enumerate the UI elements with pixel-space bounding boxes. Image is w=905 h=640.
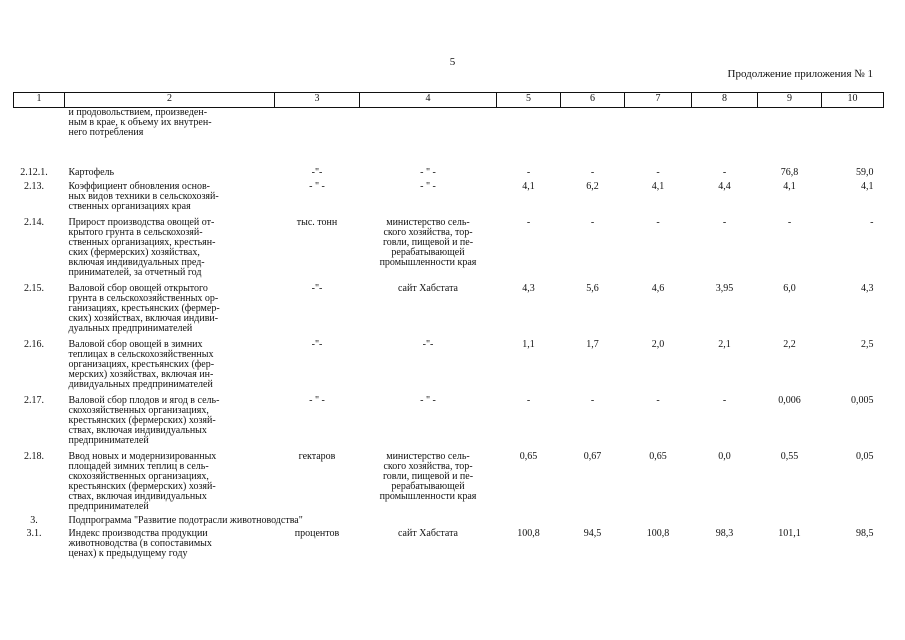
value-cell: 0,005 [851,395,874,406]
value-cell: 98,3 [715,528,734,539]
source-cell: министерство сель- ского хозяйства, тор- говли, пищевой и пе- рерабатывающей промышленности края [379,451,477,502]
header-cell: 4 [360,93,497,108]
indicator-name: Валовой сбор овощей открытого грунта в сельскохозяйственных ор- ганизациях, крестьянских (фермер- ских) хозяйствах, включая индиви- дуальных предпринимателей [68,283,220,334]
value-cell: 3,95 [715,283,734,294]
row-number: 2.18. [24,451,44,462]
section-row [14,512,884,526]
value-cell: - [656,167,660,178]
value-cell: - [656,395,660,406]
value-cell [561,108,625,139]
row-number: 2.17. [24,395,44,406]
value-cell: 0,65 [519,451,538,462]
value-cell: 0,0 [718,451,731,462]
value-cell: - [526,167,531,178]
row-number: 3. [30,515,38,526]
table-row [14,390,884,446]
value-cell: 0,55 [780,451,799,462]
value-cell: 0,65 [649,451,667,462]
value-cell: 4,1 [651,181,665,192]
header-cell: 8 [692,93,758,108]
value-cell: 98,5 [856,528,874,539]
unit-cell: -"- [311,283,323,294]
value-cell: 4,1 [522,181,535,192]
value-cell: - [722,395,727,406]
data-table [13,92,884,559]
header-cell: 7 [625,93,692,108]
unit-cell: - " - [309,395,325,406]
unit-cell: -"- [311,339,323,350]
indicator-name: Валовой сбор овощей в зимних теплицах в сельскохозяйственных организациях, крестьянских (фер- мерских) хозяйствах, включая ин- дивидуальных предпринимателей [68,339,215,390]
indicator-name: Ввод новых и модернизированных площадей зимних теплиц в сель- скохозяйственных организациях, крестьянских (фермерских) хозяй- ствах, включая индивидуальных предпринимателей [68,451,217,512]
source-cell: сайт Хабстата [397,528,458,539]
value-cell: - [870,217,874,228]
table-row [14,108,884,139]
value-cell: 1,7 [586,339,599,350]
indicator-name: Коэффициент обновления основ- ных видов техники в сельскохозяй- ственных организациях края [68,181,219,212]
row-number: 2.14. [24,217,44,228]
value-cell: 100,8 [646,528,670,539]
value-cell: 5,6 [586,283,599,294]
row-number: 3.1. [26,528,42,539]
source-cell: министерство сель- ского хозяйства, тор- говли, пищевой и пе- рерабатывающей промышленности края [379,217,477,268]
header-row [14,93,884,108]
row-number [14,108,65,139]
table-row [14,212,884,278]
value-cell: - [656,217,660,228]
indicator-name: Картофель [68,167,115,178]
header-cell: 6 [561,93,625,108]
header-cell: 1 [14,93,65,108]
value-cell [625,108,692,139]
value-cell: 101,1 [778,528,801,539]
value-cell: 4,1 [783,181,796,192]
indicator-name: Прирост производства овощей от- крытого грунта в сельскохозяй- ственных организациях, крестьян- ских (фермерских) хозяйствах, включая индивидуальных пред- принимателей, за отчетный год [68,217,216,278]
value-cell: 4,3 [522,283,535,294]
unit-cell: процентов [294,528,340,539]
value-cell [822,108,884,139]
value-cell: 100,8 [517,528,540,539]
value-cell: - [590,395,595,406]
unit-cell: гектаров [298,451,336,462]
source-cell: - " - [420,167,436,178]
section-title: Подпрограмма "Развитие подотрасли животноводства" [68,515,303,526]
value-cell: 1,1 [522,339,535,350]
value-cell: - [590,167,595,178]
row-number: 2.15. [24,283,44,294]
table-row [14,178,884,212]
table-row [14,446,884,512]
value-cell: - [526,217,531,228]
value-cell: 6,0 [783,283,796,294]
value-cell: - [787,217,792,228]
header-cell: 10 [822,93,884,108]
value-cell [692,108,758,139]
source-cell: - " - [420,395,436,406]
value-cell: - [722,217,727,228]
header-cell: 9 [758,93,822,108]
value-cell: 2,0 [651,339,665,350]
source-cell: сайт Хабстата [397,283,458,294]
value-cell [758,108,822,139]
value-cell: 6,2 [586,181,599,192]
table-row [14,526,884,559]
header-cell: 5 [497,93,561,108]
source-cell [360,108,497,139]
row-number: 2.13. [24,181,44,192]
value-cell: - [590,217,595,228]
page-number: 5 [449,56,456,68]
row-number: 2.12.1. [20,167,48,178]
value-cell: 94,5 [583,528,602,539]
source-cell: - " - [420,181,436,192]
row-number: 2.16. [24,339,44,350]
source-cell: -"- [422,339,434,350]
value-cell: 4,6 [651,283,665,294]
continuation-label: Продолжение приложения № 1 [727,68,873,80]
unit-cell [275,108,360,139]
table-row [14,138,884,178]
header-cell: 2 [65,93,275,108]
unit-cell: тыс. тонн [296,217,338,228]
value-cell: 4,4 [718,181,731,192]
value-cell: - [526,395,531,406]
value-cell: - [722,167,727,178]
value-cell: 0,05 [856,451,874,462]
value-cell: 2,5 [861,339,874,350]
value-cell: 0,67 [583,451,602,462]
indicator-name: Индекс производства продукции животноводства (в сопоставимых ценах) к предыдущему году [68,528,212,559]
unit-cell: - " - [309,181,325,192]
unit-cell: -"- [311,167,323,178]
header-cell: 3 [275,93,360,108]
indicator-name: и продовольствием, произведен- ным в крае, к объему их внутрен- него потребления [68,107,212,138]
value-cell: 0,006 [778,395,801,406]
indicator-name: Валовой сбор плодов и ягод в сель- скохозяйственных организациях, крестьянских (фермерских) хозяй- ствах, включая индивидуальных предпринимателей [68,395,220,446]
value-cell: 4,3 [861,283,874,294]
value-cell: 76,8 [780,167,799,178]
value-cell: 2,2 [783,339,796,350]
value-cell: 4,1 [861,181,874,192]
value-cell [497,108,561,139]
value-cell: 2,1 [718,339,731,350]
table-row [14,334,884,390]
table-row [14,278,884,334]
value-cell: 59,0 [856,167,874,178]
